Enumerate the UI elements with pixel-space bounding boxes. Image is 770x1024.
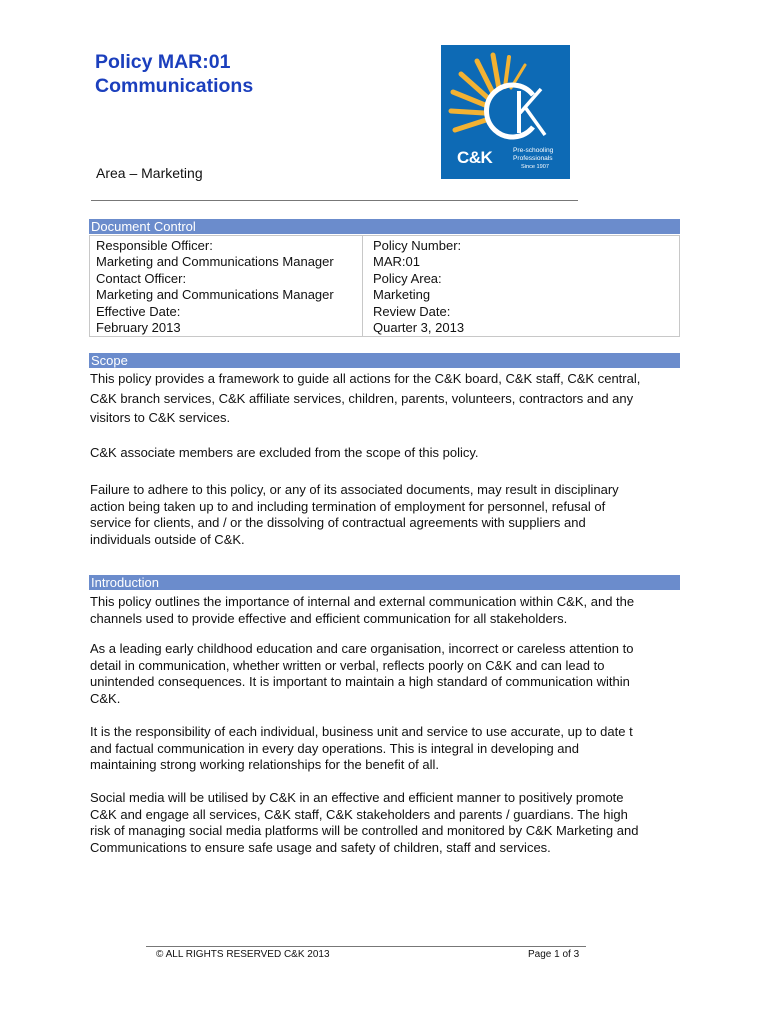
area-label: Area – Marketing: [96, 165, 203, 181]
text-line: It is the responsibility of each individual, business unit and service to use accurate, up to date t: [90, 724, 633, 739]
document-control-left-column: [96, 238, 334, 336]
table-cell: Review Date:: [373, 303, 451, 319]
introduction-paragraph-1: [90, 594, 634, 627]
title-line: Communications: [95, 75, 254, 97]
text-line: visitors to C&K services.: [90, 410, 231, 425]
scope-paragraph-1: [90, 369, 640, 428]
table-cell: Quarter 3, 2013: [373, 320, 465, 336]
ck-logo: [441, 45, 570, 179]
text-line: maintaining strong working relationships for the benefit of all.: [90, 757, 440, 772]
text-line: channels used to provide effective and efficient communication for all stakeholders.: [90, 610, 568, 626]
table-cell: Policy Number:: [373, 238, 462, 253]
table-cell: Responsible Officer:: [96, 238, 213, 253]
text-line: As a leading early childhood education and care organisation, incorrect or careless attention to: [90, 641, 634, 656]
table-cell: Marketing and Communications Manager: [96, 287, 334, 303]
table-cell: February 2013: [96, 320, 181, 336]
table-cell: Policy Area:: [373, 270, 442, 286]
table-cell: MAR:01: [373, 254, 420, 270]
scope-paragraph-2: [90, 445, 479, 462]
column-divider: [362, 236, 363, 336]
footer-copyright: © ALL RIGHTS RESERVED C&K 2013: [156, 949, 330, 960]
table-cell: Effective Date:: [96, 303, 181, 319]
document-control-right-column: [373, 238, 464, 336]
logo-brand: C&K: [457, 148, 493, 167]
page-title: [95, 50, 253, 98]
title-line: Policy MAR:01: [95, 51, 231, 73]
table-cell: Contact Officer:: [96, 270, 187, 286]
logo-tagline: [513, 147, 553, 162]
text-line: unintended consequences. It is important to maintain a high standard of communication within: [90, 674, 630, 689]
logo-since: Since 1907: [521, 164, 549, 170]
divider: [91, 200, 578, 201]
table-cell: Marketing and Communications Manager: [96, 254, 334, 270]
text-line: This policy provides a framework to guide all actions for the C&K board, C&K staff, C&K central,: [90, 371, 641, 386]
table-cell: Marketing: [373, 287, 431, 303]
logo-tagline-line: Professionals: [513, 154, 553, 162]
text-line: C&K associate members are excluded from the scope of this policy.: [90, 445, 479, 460]
text-line: Communications to ensure safe usage and safety of children, staff and services.: [90, 839, 551, 855]
text-line: This policy outlines the importance of internal and external communication within C&K, and the: [90, 594, 635, 609]
text-line: Social media will be utilised by C&K in an effective and efficient manner to positively promote: [90, 790, 624, 805]
introduction-heading: Introduction: [89, 575, 680, 590]
scope-heading: Scope: [89, 353, 680, 368]
text-line: Failure to adhere to this policy, or any of its associated documents, may result in disciplinary: [90, 482, 619, 497]
text-line: detail in communication, whether written or verbal, reflects poorly on C&K and can lead to: [90, 657, 605, 673]
footer-page-number: Page 1 of 3: [528, 949, 580, 960]
document-control-heading: Document Control: [89, 219, 680, 234]
document-control-table: [89, 235, 680, 337]
logo-tagline-line: Pre-schooling: [513, 147, 554, 154]
introduction-paragraph-3: [90, 724, 633, 774]
text-line: individuals outside of C&K.: [90, 531, 245, 547]
text-line: C&K and engage all services, C&K staff, C&K stakeholders and parents / guardians. The high: [90, 806, 628, 822]
text-line: action being taken up to and including termination of employment for personnel, refusal of: [90, 498, 606, 514]
text-line: C&K.: [90, 690, 121, 706]
text-line: and factual communication in every day operations. This is integral in developing and: [90, 740, 579, 756]
introduction-paragraph-2: [90, 641, 633, 707]
scope-paragraph-3: [90, 482, 619, 548]
text-line: C&K branch services, C&K affiliate services, children, parents, volunteers, contractors and any: [90, 390, 634, 406]
text-line: risk of managing social media platforms will be controlled and monitored by C&K Marketing and: [90, 823, 639, 838]
introduction-paragraph-4: [90, 790, 638, 856]
footer-divider: [146, 946, 586, 947]
text-line: service for clients, and / or the dissolving of contractual agreements with suppliers and: [90, 515, 586, 530]
